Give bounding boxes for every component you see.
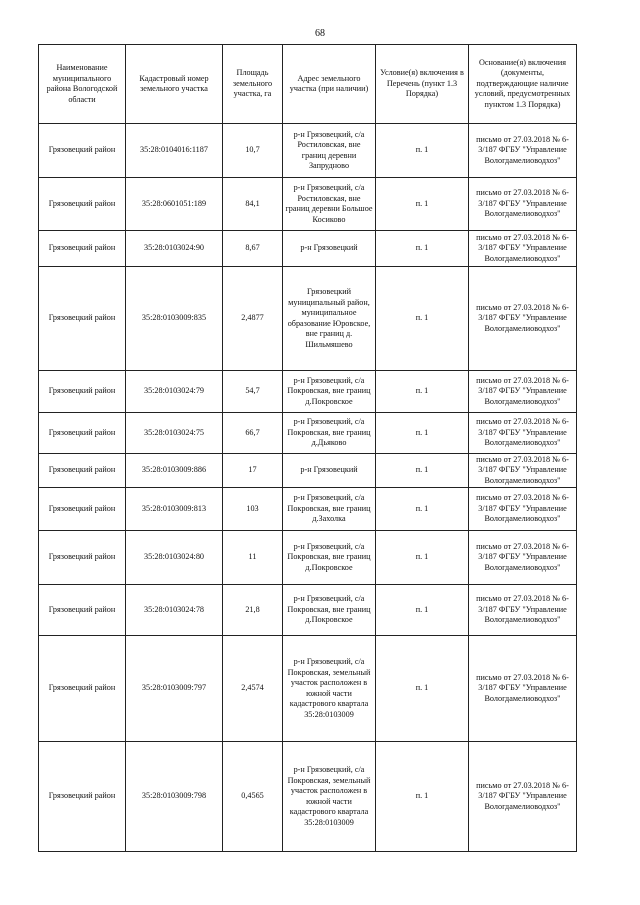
cell-area: 10,7: [223, 124, 283, 178]
cell-cadastral-number: 35:28:0103024:78: [126, 585, 223, 636]
cell-cadastral-number: 35:28:0103009:835: [126, 267, 223, 371]
cell-address: р-н Грязовецкий, с/а Покровская, вне границ д.Покровское: [283, 585, 376, 636]
cell-district: Грязовецкий район: [39, 178, 126, 231]
table-row: [39, 267, 577, 371]
cell-area: 17: [223, 454, 283, 488]
cell-cadastral-number: 35:28:0103009:886: [126, 454, 223, 488]
header-district: Наименование муниципального района Вологодской области: [39, 45, 126, 124]
cell-district: Грязовецкий район: [39, 531, 126, 585]
cell-basis: письмо от 27.03.2018 № 6-3/187 ФГБУ "Управление Вологдамелиоводхоз": [469, 454, 577, 488]
cell-condition: п. 1: [376, 531, 469, 585]
cell-area: 84,1: [223, 178, 283, 231]
table-row: [39, 231, 577, 267]
cell-basis: письмо от 27.03.2018 № 6-3/187 ФГБУ "Управление Вологдамелиоводхоз": [469, 178, 577, 231]
cell-cadastral-number: 35:28:0103009:798: [126, 742, 223, 852]
cell-cadastral-number: 35:28:0103009:797: [126, 636, 223, 742]
cell-district: Грязовецкий район: [39, 636, 126, 742]
cell-address: Грязовецкий муниципальный район, муниципальное образование Юровское, вне границ д. Шильмяшево: [283, 267, 376, 371]
cell-basis: письмо от 27.03.2018 № 6-3/187 ФГБУ "Управление Вологдамелиоводхоз": [469, 585, 577, 636]
cell-basis: письмо от 27.03.2018 № 6-3/187 ФГБУ "Управление Вологдамелиоводхоз": [469, 124, 577, 178]
cell-district: Грязовецкий район: [39, 267, 126, 371]
table-row: [39, 178, 577, 231]
cell-area: 0,4565: [223, 742, 283, 852]
cell-condition: п. 1: [376, 178, 469, 231]
cell-cadastral-number: 35:28:0104016:1187: [126, 124, 223, 178]
cell-district: Грязовецкий район: [39, 413, 126, 454]
cell-district: Грязовецкий район: [39, 371, 126, 413]
cell-address: р-н Грязовецкий, с/а Ростиловская, вне границ деревни Запрудново: [283, 124, 376, 178]
cell-basis: письмо от 27.03.2018 № 6-3/187 ФГБУ "Управление Вологдамелиоводхоз": [469, 267, 577, 371]
cell-basis: письмо от 27.03.2018 № 6-3/187 ФГБУ "Управление Вологдамелиоводхоз": [469, 371, 577, 413]
cell-address: р-н Грязовецкий: [283, 231, 376, 267]
table-row: [39, 636, 577, 742]
cell-address: р-н Грязовецкий, с/а Покровская, вне границ д.Покровское: [283, 371, 376, 413]
table-row: [39, 413, 577, 454]
cell-condition: п. 1: [376, 488, 469, 531]
cell-condition: п. 1: [376, 371, 469, 413]
cell-condition: п. 1: [376, 454, 469, 488]
cell-address: р-н Грязовецкий, с/а Покровская, вне границ д.Захолка: [283, 488, 376, 531]
table-row: [39, 371, 577, 413]
cell-address: р-н Грязовецкий, с/а Покровская, вне границ д.Дьяково: [283, 413, 376, 454]
cell-condition: п. 1: [376, 267, 469, 371]
cell-condition: п. 1: [376, 413, 469, 454]
land-plots-table: [38, 44, 577, 852]
cell-district: Грязовецкий район: [39, 231, 126, 267]
table-row: [39, 488, 577, 531]
cell-address: р-н Грязовецкий, с/а Покровская, вне границ д.Покровское: [283, 531, 376, 585]
cell-district: Грязовецкий район: [39, 124, 126, 178]
cell-address: р-н Грязовецкий, с/а Ростиловская, вне границ деревни Большое Косиково: [283, 178, 376, 231]
cell-cadastral-number: 35:28:0103024:90: [126, 231, 223, 267]
cell-area: 2,4877: [223, 267, 283, 371]
table-row: [39, 454, 577, 488]
table-row: [39, 124, 577, 178]
cell-area: 103: [223, 488, 283, 531]
cell-address: р-н Грязовецкий: [283, 454, 376, 488]
header-cadastral-number: Кадастровый номер земельного участка: [126, 45, 223, 124]
cell-cadastral-number: 35:28:0103009:813: [126, 488, 223, 531]
cell-area: 66,7: [223, 413, 283, 454]
cell-area: 21,8: [223, 585, 283, 636]
cell-cadastral-number: 35:28:0103024:75: [126, 413, 223, 454]
cell-area: 54,7: [223, 371, 283, 413]
cell-cadastral-number: 35:28:0103024:80: [126, 531, 223, 585]
cell-address: р-н Грязовецкий, с/а Покровская, земельный участок расположен в южной части кадастрового квартала 35:28:0103009: [283, 742, 376, 852]
cell-condition: п. 1: [376, 636, 469, 742]
cell-district: Грязовецкий район: [39, 454, 126, 488]
cell-area: 8,67: [223, 231, 283, 267]
cell-district: Грязовецкий район: [39, 585, 126, 636]
cell-basis: письмо от 27.03.2018 № 6-3/187 ФГБУ "Управление Вологдамелиоводхоз": [469, 231, 577, 267]
table-row: [39, 585, 577, 636]
table-header-row: [39, 45, 577, 124]
cell-condition: п. 1: [376, 585, 469, 636]
cell-area: 2,4574: [223, 636, 283, 742]
header-condition: Условие(я) включения в Перечень (пункт 1.3 Порядка): [376, 45, 469, 124]
cell-cadastral-number: 35:28:0103024:79: [126, 371, 223, 413]
cell-condition: п. 1: [376, 231, 469, 267]
cell-cadastral-number: 35:28:0601051:189: [126, 178, 223, 231]
cell-basis: письмо от 27.03.2018 № 6-3/187 ФГБУ "Управление Вологдамелиоводхоз": [469, 413, 577, 454]
table-row: [39, 531, 577, 585]
header-area: Площадь земельного участка, га: [223, 45, 283, 124]
cell-basis: письмо от 27.03.2018 № 6-3/187 ФГБУ "Управление Вологдамелиоводхоз": [469, 636, 577, 742]
cell-condition: п. 1: [376, 742, 469, 852]
table-row: [39, 742, 577, 852]
cell-basis: письмо от 27.03.2018 № 6-3/187 ФГБУ "Управление Вологдамелиоводхоз": [469, 531, 577, 585]
header-basis: Основание(я) включения (документы, подтверждающие наличие условий, предусмотренных пунктом 1.3 Порядка): [469, 45, 577, 124]
cell-address: р-н Грязовецкий, с/а Покровская, земельный участок расположен в южной части кадастрового квартала 35:28:0103009: [283, 636, 376, 742]
cell-basis: письмо от 27.03.2018 № 6-3/187 ФГБУ "Управление Вологдамелиоводхоз": [469, 488, 577, 531]
header-address: Адрес земельного участка (при наличии): [283, 45, 376, 124]
cell-condition: п. 1: [376, 124, 469, 178]
cell-area: 11: [223, 531, 283, 585]
cell-district: Грязовецкий район: [39, 742, 126, 852]
page-number: 68: [315, 28, 325, 39]
cell-basis: письмо от 27.03.2018 № 6-3/187 ФГБУ "Управление Вологдамелиоводхоз": [469, 742, 577, 852]
cell-district: Грязовецкий район: [39, 488, 126, 531]
